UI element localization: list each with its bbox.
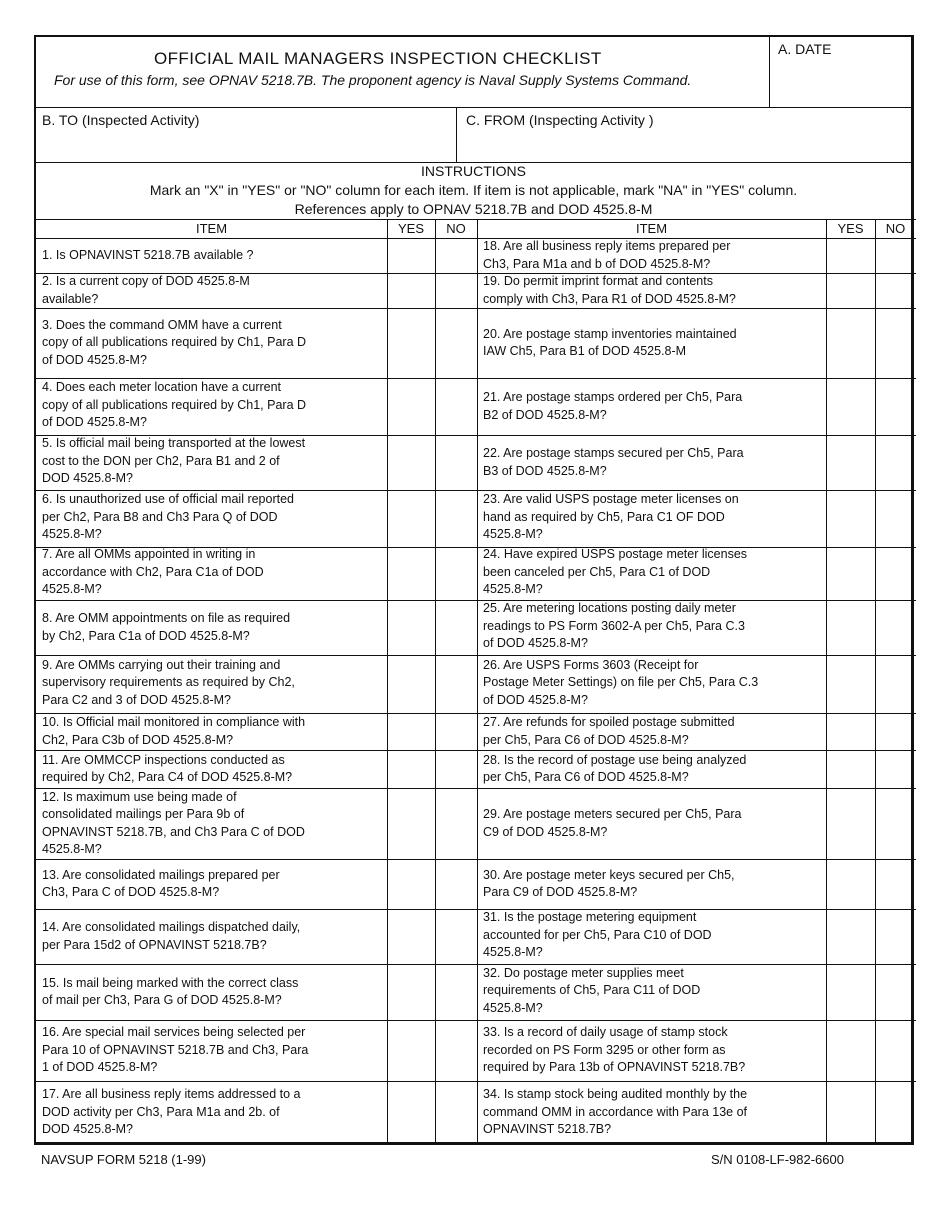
item-text-line: Postage Meter Settings) on file per Ch5, Para C.3 bbox=[483, 675, 759, 690]
item-text-line: comply with Ch3, Para R1 of DOD 4525.8-M? bbox=[483, 291, 736, 306]
item-text-line: by Ch2, Para C1a of DOD 4525.8-M? bbox=[42, 628, 250, 643]
right-no-cell-4[interactable] bbox=[876, 379, 915, 434]
right-no-cell-1[interactable] bbox=[876, 239, 915, 272]
item-text-line: 4. Does each meter location have a current bbox=[42, 380, 282, 395]
left-yes-cell-9[interactable] bbox=[388, 656, 434, 712]
left-item-10 bbox=[42, 714, 305, 749]
left-no-cell-13[interactable] bbox=[436, 860, 476, 908]
item-text-line: 9. Are OMMs carrying out their training and bbox=[42, 657, 281, 672]
left-no-header: NO bbox=[446, 221, 466, 236]
form-number: NAVSUP FORM 5218 (1-99) bbox=[41, 1152, 206, 1167]
item-text-line: per Ch5, Para C6 of DOD 4525.8-M? bbox=[483, 770, 689, 784]
item-text-line: copy of all publications required by Ch1, Para D bbox=[42, 335, 307, 350]
right-item-1 bbox=[483, 238, 730, 273]
right-no-cell-10[interactable] bbox=[876, 714, 915, 749]
item-text-line: 16. Are special mail services being selected per bbox=[42, 1025, 306, 1040]
left-yes-cell-4[interactable] bbox=[388, 379, 434, 434]
item-text-line: readings to PS Form 3602-A per Ch5, Para C.3 bbox=[483, 618, 745, 633]
left-yes-cell-3[interactable] bbox=[388, 309, 434, 377]
item-text-line: B2 of DOD 4525.8-M? bbox=[483, 407, 607, 422]
right-yes-cell-7[interactable] bbox=[827, 548, 874, 599]
item-text-line: 32. Do postage meter supplies meet bbox=[483, 965, 684, 980]
right-no-cell-16[interactable] bbox=[876, 1021, 915, 1080]
instructions bbox=[36, 162, 911, 219]
row-divider bbox=[36, 909, 916, 910]
item-text-line: 22. Are postage stamps secured per Ch5, Para bbox=[483, 446, 744, 460]
item-text-line: DOD activity per Ch3, Para M1a and 2b. of bbox=[42, 1104, 280, 1119]
item-text-line: 24. Have expired USPS postage meter licenses bbox=[483, 547, 748, 562]
right-yes-header: YES bbox=[837, 221, 864, 236]
item-text-line: Para C9 of DOD 4525.8-M? bbox=[483, 885, 638, 899]
left-no-cell-14[interactable] bbox=[436, 910, 476, 963]
right-no-header: NO bbox=[885, 221, 906, 236]
right-yes-cell-4[interactable] bbox=[827, 379, 874, 434]
item-text-line: Para C2 and 3 of DOD 4525.8-M? bbox=[42, 692, 231, 707]
item-text-line: 29. Are postage meters secured per Ch5, Para bbox=[483, 807, 742, 821]
right-yes-cell-10[interactable] bbox=[827, 714, 874, 749]
stock-number: S/N 0108-LF-982-6600 bbox=[711, 1152, 844, 1167]
right-no-cell-8[interactable] bbox=[876, 601, 915, 654]
right-item-8 bbox=[483, 600, 745, 653]
left-yes-cell-10[interactable] bbox=[388, 714, 434, 749]
item-text-line: 5. Is official mail being transported at the lowest bbox=[42, 436, 306, 451]
item-text-line: 15. Is mail being marked with the correct class bbox=[42, 975, 299, 990]
item-text-line: B3 of DOD 4525.8-M? bbox=[483, 463, 607, 478]
left-item-16 bbox=[42, 1024, 308, 1077]
right-item-4 bbox=[483, 389, 742, 424]
left-no-cell-12[interactable] bbox=[436, 789, 476, 858]
item-text-line: 4525.8-M? bbox=[483, 1000, 543, 1015]
right-yes-cell-11[interactable] bbox=[827, 751, 874, 787]
form-header bbox=[36, 37, 911, 108]
item-text-line: accounted for per Ch5, Para C10 of DOD bbox=[483, 927, 712, 942]
item-text-line: 8. Are OMM appointments on file as required bbox=[42, 611, 291, 625]
left-yes-header: YES bbox=[397, 221, 424, 236]
item-text-line: requirements of Ch5, Para C11 of DOD bbox=[483, 983, 701, 998]
item-text-line: 26. Are USPS Forms 3603 (Receipt for bbox=[483, 657, 699, 672]
left-item-6 bbox=[42, 491, 294, 544]
right-no-cell-11[interactable] bbox=[876, 751, 915, 787]
item-text-line: 4525.8-M? bbox=[42, 582, 102, 597]
item-text-line: per Para 15d2 of OPNAVINST 5218.7B? bbox=[42, 937, 267, 952]
item-text-line: OPNAVINST 5218.7B, and Ch3 Para C of DOD bbox=[42, 824, 305, 839]
item-text-line: 2. Is a current copy of DOD 4525.8-M bbox=[42, 274, 250, 288]
left-item-11 bbox=[42, 752, 292, 787]
right-no-cell-12[interactable] bbox=[876, 789, 915, 858]
item-text-line: 10. Is Official mail monitored in compliance with bbox=[42, 715, 306, 729]
right-yes-cell-15[interactable] bbox=[827, 965, 874, 1019]
item-text-line: DOD 4525.8-M? bbox=[42, 471, 134, 486]
right-yes-cell-6[interactable] bbox=[827, 491, 874, 546]
left-no-cell-11[interactable] bbox=[436, 751, 476, 787]
item-text-line: 12. Is maximum use being made of bbox=[42, 789, 237, 804]
left-item-5 bbox=[42, 435, 305, 488]
right-yes-cell-12[interactable] bbox=[827, 789, 874, 858]
right-yes-cell-2[interactable] bbox=[827, 274, 874, 307]
item-text-line: 6. Is unauthorized use of official mail reported bbox=[42, 492, 294, 507]
checklist-table bbox=[36, 219, 911, 1144]
item-text-line: command OMM in accordance with Para 13e of bbox=[483, 1104, 748, 1119]
item-text-line: accordance with Ch2, Para C1a of DOD bbox=[42, 564, 264, 579]
date-field[interactable]: A. DATE bbox=[778, 41, 832, 57]
item-text-line: 27. Are refunds for spoiled postage submitted bbox=[483, 715, 735, 729]
item-text-line: supervisory requirements as required by Ch2, bbox=[42, 675, 295, 690]
item-text-line: IAW Ch5, Para B1 of DOD 4525.8-M bbox=[483, 344, 687, 358]
right-yes-cell-17[interactable] bbox=[827, 1082, 874, 1143]
item-text-line: consolidated mailings per Para 9b of bbox=[42, 807, 245, 821]
right-item-14 bbox=[483, 909, 712, 962]
right-item-3 bbox=[483, 326, 737, 361]
left-yes-cell-8[interactable] bbox=[388, 601, 434, 654]
row-divider bbox=[36, 600, 916, 601]
right-item-7 bbox=[483, 546, 747, 599]
form-title: OFFICIAL MAIL MANAGERS INSPECTION CHECKLIST bbox=[154, 49, 602, 68]
column-divider bbox=[477, 219, 478, 1144]
item-text-line: 23. Are valid USPS postage meter licenses on bbox=[483, 492, 739, 507]
item-text-line: of DOD 4525.8-M? bbox=[42, 415, 147, 430]
left-item-8 bbox=[42, 610, 290, 645]
item-text-line: per Ch2, Para B8 and Ch3 Para Q of DOD bbox=[42, 509, 278, 524]
parties-row bbox=[36, 107, 911, 163]
item-text-line: 20. Are postage stamp inventories maintained bbox=[483, 326, 737, 341]
right-item-17 bbox=[483, 1086, 747, 1139]
item-text-line: 28. Is the record of postage use being analyzed bbox=[483, 752, 747, 767]
left-yes-cell-17[interactable] bbox=[388, 1082, 434, 1143]
right-yes-cell-16[interactable] bbox=[827, 1021, 874, 1080]
left-item-13 bbox=[42, 867, 280, 902]
right-no-cell-6[interactable] bbox=[876, 491, 915, 546]
right-item-12 bbox=[483, 806, 741, 841]
item-text-line: 7. Are all OMMs appointed in writing in bbox=[42, 547, 256, 562]
right-yes-cell-13[interactable] bbox=[827, 860, 874, 908]
item-text-line: 34. Is stamp stock being audited monthly by the bbox=[483, 1087, 748, 1102]
right-no-cell-13[interactable] bbox=[876, 860, 915, 908]
to-field[interactable] bbox=[36, 107, 457, 162]
row-divider bbox=[36, 238, 916, 239]
item-text-line: of DOD 4525.8-M? bbox=[42, 352, 147, 367]
left-yes-cell-14[interactable] bbox=[388, 910, 434, 963]
item-text-line: 19. Do permit imprint format and contents bbox=[483, 274, 713, 288]
right-no-cell-17[interactable] bbox=[876, 1082, 915, 1143]
item-text-line: 13. Are consolidated mailings prepared per bbox=[42, 867, 280, 882]
right-yes-cell-5[interactable] bbox=[827, 436, 874, 489]
item-text-line: 4525.8-M? bbox=[42, 527, 102, 542]
row-divider bbox=[36, 964, 916, 965]
left-yes-cell-15[interactable] bbox=[388, 965, 434, 1019]
item-text-line: of DOD 4525.8-M? bbox=[483, 636, 588, 651]
right-no-cell-14[interactable] bbox=[876, 910, 915, 963]
right-item-2 bbox=[483, 273, 736, 308]
left-item-17 bbox=[42, 1086, 300, 1139]
left-item-9 bbox=[42, 657, 295, 710]
item-text-line: been canceled per Ch5, Para C1 of DOD bbox=[483, 564, 711, 579]
item-text-line: cost to the DON per Ch2, Para B1 and 2 of bbox=[42, 453, 280, 468]
left-item-7 bbox=[42, 546, 264, 599]
left-yes-cell-7[interactable] bbox=[388, 548, 434, 599]
item-text-line: C9 of DOD 4525.8-M? bbox=[483, 824, 608, 839]
left-no-cell-6[interactable] bbox=[436, 491, 476, 546]
item-text-line: of mail per Ch3, Para G of DOD 4525.8-M? bbox=[42, 993, 282, 1007]
left-no-cell-17[interactable] bbox=[436, 1082, 476, 1143]
item-text-line: 1 of DOD 4525.8-M? bbox=[42, 1060, 158, 1075]
left-yes-cell-16[interactable] bbox=[388, 1021, 434, 1080]
left-no-cell-3[interactable] bbox=[436, 309, 476, 377]
left-item-2 bbox=[42, 273, 250, 308]
right-item-11 bbox=[483, 752, 746, 787]
right-item-13 bbox=[483, 867, 735, 902]
item-text-line: 21. Are postage stamps ordered per Ch5, Para bbox=[483, 390, 743, 404]
left-no-cell-16[interactable] bbox=[436, 1021, 476, 1080]
instructions-line-2: References apply to OPNAV 5218.7B and DOD 4525.8-M bbox=[294, 201, 653, 217]
left-item-15 bbox=[42, 975, 298, 1010]
right-no-cell-15[interactable] bbox=[876, 965, 915, 1019]
item-text-line: 25. Are metering locations posting daily meter bbox=[483, 601, 736, 616]
left-no-cell-15[interactable] bbox=[436, 965, 476, 1019]
right-item-9 bbox=[483, 657, 758, 710]
right-item-header: ITEM bbox=[635, 221, 668, 236]
right-yes-cell-1[interactable] bbox=[827, 239, 874, 272]
item-text-line: recorded on PS Form 3295 or other form as bbox=[483, 1042, 726, 1057]
item-text-line: Para 10 of OPNAVINST 5218.7B and Ch3, Para bbox=[42, 1042, 309, 1057]
right-item-5 bbox=[483, 445, 744, 480]
left-yes-cell-11[interactable] bbox=[388, 751, 434, 787]
left-item-12 bbox=[42, 789, 305, 859]
right-no-cell-2[interactable] bbox=[876, 274, 915, 307]
checklist-form bbox=[34, 35, 914, 1145]
row-divider bbox=[36, 308, 916, 309]
item-text-line: 33. Is a record of daily usage of stamp stock bbox=[483, 1025, 728, 1040]
item-text-line: required by Ch2, Para C4 of DOD 4525.8-M? bbox=[42, 770, 293, 784]
item-text-line: Ch3, Para C of DOD 4525.8-M? bbox=[42, 885, 220, 899]
right-yes-cell-3[interactable] bbox=[827, 309, 874, 377]
item-text-line: 4525.8-M? bbox=[483, 945, 543, 960]
right-item-16 bbox=[483, 1024, 745, 1077]
item-text-line: 30. Are postage meter keys secured per Ch5, bbox=[483, 867, 735, 882]
left-no-cell-8[interactable] bbox=[436, 601, 476, 654]
item-text-line: per Ch5, Para C6 of DOD 4525.8-M? bbox=[483, 732, 689, 747]
left-item-3 bbox=[42, 317, 306, 370]
form-subtitle: For use of this form, see OPNAV 5218.7B. The proponent agency is Naval Supply Systems Command. bbox=[54, 72, 692, 88]
left-item-1 bbox=[42, 247, 253, 265]
left-item-4 bbox=[42, 379, 306, 432]
item-text-line: Ch2, Para C3b of DOD 4525.8-M? bbox=[42, 732, 234, 747]
instructions-line-1: Mark an "X" in "YES" or "NO" column for each item. If item is not applicable, mark "NA" in "YES" column. bbox=[149, 182, 798, 198]
item-text-line: of DOD 4525.8-M? bbox=[483, 692, 588, 707]
right-item-10 bbox=[483, 714, 735, 749]
right-yes-cell-8[interactable] bbox=[827, 601, 874, 654]
left-yes-cell-1[interactable] bbox=[388, 239, 434, 272]
right-no-cell-3[interactable] bbox=[876, 309, 915, 377]
item-text-line: 4525.8-M? bbox=[483, 527, 543, 542]
item-text-line: 14. Are consolidated mailings dispatched daily, bbox=[42, 920, 301, 934]
item-text-line: required by Para 13b of OPNAVINST 5218.7B? bbox=[483, 1060, 746, 1075]
right-no-cell-9[interactable] bbox=[876, 656, 915, 712]
item-text-line: DOD 4525.8-M? bbox=[42, 1122, 134, 1137]
from-label: C. FROM (Inspecting Activity ) bbox=[466, 112, 654, 128]
row-divider bbox=[36, 1081, 916, 1082]
item-text-line: 11. Are OMMCCP inspections conducted as bbox=[42, 752, 285, 767]
left-yes-cell-5[interactable] bbox=[388, 436, 434, 489]
left-item-header: ITEM bbox=[195, 221, 228, 236]
left-no-cell-1[interactable] bbox=[436, 239, 476, 272]
item-text-line: copy of all publications required by Ch1, Para D bbox=[42, 397, 307, 412]
item-text-line: Ch3, Para M1a and b of DOD 4525.8-M? bbox=[483, 256, 711, 271]
item-text-line: 17. Are all business reply items addressed to a bbox=[42, 1087, 301, 1102]
row-divider bbox=[36, 1020, 916, 1021]
item-text-line: OPNAVINST 5218.7B? bbox=[483, 1122, 612, 1137]
row-divider bbox=[36, 859, 916, 860]
right-item-15 bbox=[483, 965, 700, 1018]
to-label: B. TO (Inspected Activity) bbox=[42, 112, 200, 128]
left-no-cell-5[interactable] bbox=[436, 436, 476, 489]
left-yes-cell-2[interactable] bbox=[388, 274, 434, 307]
left-yes-cell-6[interactable] bbox=[388, 491, 434, 546]
left-no-cell-9[interactable] bbox=[436, 656, 476, 712]
right-yes-cell-14[interactable] bbox=[827, 910, 874, 963]
left-item-14 bbox=[42, 919, 300, 954]
item-text-line: 4525.8-M? bbox=[483, 582, 543, 597]
instructions-heading: INSTRUCTIONS bbox=[421, 163, 526, 179]
right-item-6 bbox=[483, 491, 739, 544]
item-text-line: 31. Is the postage metering equipment bbox=[483, 910, 697, 925]
item-text-line: 3. Does the command OMM have a current bbox=[42, 317, 282, 332]
left-no-cell-7[interactable] bbox=[436, 548, 476, 599]
item-text-line: 1. Is OPNAVINST 5218.7B available ? bbox=[42, 247, 254, 262]
right-no-cell-5[interactable] bbox=[876, 436, 915, 489]
item-text-line: hand as required by Ch5, Para C1 OF DOD bbox=[483, 509, 725, 524]
right-no-cell-7[interactable] bbox=[876, 548, 915, 599]
item-text-line: 4525.8-M? bbox=[42, 842, 102, 856]
left-yes-cell-13[interactable] bbox=[388, 860, 434, 908]
title-cell bbox=[36, 37, 770, 107]
left-no-cell-4[interactable] bbox=[436, 379, 476, 434]
left-yes-cell-12[interactable] bbox=[388, 789, 434, 858]
item-text-line: available? bbox=[42, 291, 99, 306]
item-text-line: 18. Are all business reply items prepared per bbox=[483, 239, 731, 253]
left-no-cell-2[interactable] bbox=[436, 274, 476, 307]
left-no-cell-10[interactable] bbox=[436, 714, 476, 749]
right-yes-cell-9[interactable] bbox=[827, 656, 874, 712]
